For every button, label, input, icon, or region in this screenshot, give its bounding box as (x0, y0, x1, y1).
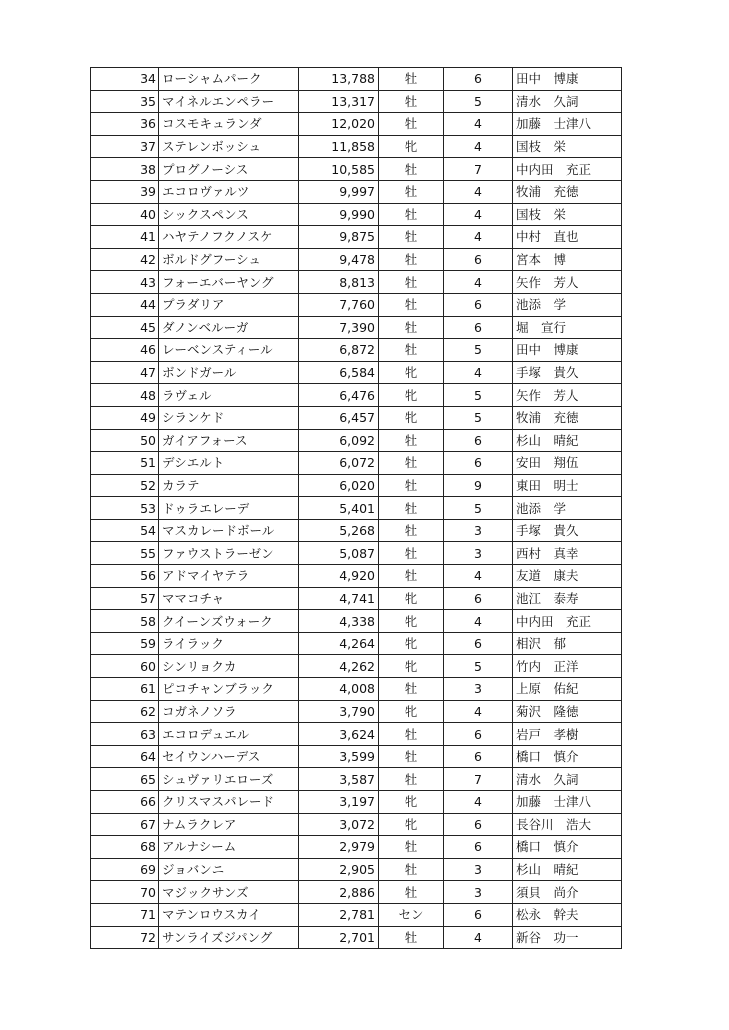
sex-cell: 牡 (379, 203, 444, 226)
earnings-cell: 6,872 (299, 339, 379, 362)
trainer-cell: 手塚 貴久 (513, 361, 622, 384)
sex-cell: 牡 (379, 497, 444, 520)
table-row (91, 836, 622, 859)
earnings-cell: 4,338 (299, 610, 379, 633)
earnings-cell: 4,008 (299, 678, 379, 701)
sex-cell: 牡 (379, 474, 444, 497)
rank-cell: 65 (91, 768, 159, 791)
rank-cell: 64 (91, 745, 159, 768)
table-row (91, 90, 622, 113)
trainer-cell: 東田 明士 (513, 474, 622, 497)
horse-name-cell: セイウンハーデス (159, 745, 299, 768)
rank-cell: 57 (91, 587, 159, 610)
trainer-cell: 友道 康夫 (513, 565, 622, 588)
sex-cell: 牝 (379, 655, 444, 678)
earnings-cell: 5,268 (299, 519, 379, 542)
earnings-cell: 3,624 (299, 723, 379, 746)
earnings-cell: 9,997 (299, 180, 379, 203)
sex-cell: 牡 (379, 745, 444, 768)
table-row (91, 293, 622, 316)
rank-cell: 41 (91, 226, 159, 249)
age-cell: 6 (444, 813, 513, 836)
rank-cell: 42 (91, 248, 159, 271)
rank-cell: 58 (91, 610, 159, 633)
rank-cell: 63 (91, 723, 159, 746)
age-cell: 3 (444, 519, 513, 542)
age-cell: 7 (444, 158, 513, 181)
rank-cell: 43 (91, 271, 159, 294)
trainer-cell: 橋口 慎介 (513, 836, 622, 859)
sex-cell: 牡 (379, 316, 444, 339)
age-cell: 4 (444, 203, 513, 226)
rank-cell: 48 (91, 384, 159, 407)
table-row (91, 203, 622, 226)
rank-cell: 59 (91, 632, 159, 655)
rank-cell: 51 (91, 452, 159, 475)
table-row (91, 881, 622, 904)
age-cell: 6 (444, 68, 513, 91)
sex-cell: 牝 (379, 587, 444, 610)
trainer-cell: 杉山 晴紀 (513, 429, 622, 452)
horse-name-cell: ファウストラーゼン (159, 542, 299, 565)
horse-name-cell: ラヴェル (159, 384, 299, 407)
age-cell: 4 (444, 361, 513, 384)
earnings-cell: 10,585 (299, 158, 379, 181)
trainer-cell: 加藤 士津八 (513, 791, 622, 814)
earnings-cell: 11,858 (299, 135, 379, 158)
horse-name-cell: マスカレードボール (159, 519, 299, 542)
table-row (91, 497, 622, 520)
earnings-cell: 2,701 (299, 926, 379, 949)
rank-cell: 52 (91, 474, 159, 497)
earnings-cell: 3,790 (299, 700, 379, 723)
trainer-cell: 田中 博康 (513, 339, 622, 362)
earnings-cell: 3,599 (299, 745, 379, 768)
horse-name-cell: アドマイヤテラ (159, 565, 299, 588)
age-cell: 3 (444, 542, 513, 565)
table-row (91, 858, 622, 881)
horse-name-cell: マジックサンズ (159, 881, 299, 904)
horse-name-cell: デシエルト (159, 452, 299, 475)
rank-cell: 66 (91, 791, 159, 814)
horse-name-cell: クリスマスパレード (159, 791, 299, 814)
rank-cell: 38 (91, 158, 159, 181)
trainer-cell: 相沢 郁 (513, 632, 622, 655)
horse-name-cell: ハヤテノフクノスケ (159, 226, 299, 249)
trainer-cell: 池添 学 (513, 497, 622, 520)
age-cell: 5 (444, 90, 513, 113)
trainer-cell: 池添 学 (513, 293, 622, 316)
rank-cell: 49 (91, 406, 159, 429)
age-cell: 6 (444, 452, 513, 475)
horse-name-cell: ボンドガール (159, 361, 299, 384)
rank-cell: 70 (91, 881, 159, 904)
trainer-cell: 須貝 尚介 (513, 881, 622, 904)
rank-cell: 60 (91, 655, 159, 678)
horse-name-cell: コスモキュランダ (159, 113, 299, 136)
age-cell: 6 (444, 293, 513, 316)
table-row (91, 271, 622, 294)
age-cell: 4 (444, 791, 513, 814)
trainer-cell: 菊沢 隆徳 (513, 700, 622, 723)
earnings-cell: 8,813 (299, 271, 379, 294)
earnings-cell: 2,781 (299, 903, 379, 926)
earnings-cell: 3,072 (299, 813, 379, 836)
horse-name-cell: ジョバンニ (159, 858, 299, 881)
table-row (91, 745, 622, 768)
sex-cell: 牡 (379, 678, 444, 701)
age-cell: 6 (444, 316, 513, 339)
rank-cell: 53 (91, 497, 159, 520)
rank-cell: 46 (91, 339, 159, 362)
horse-name-cell: プログノーシス (159, 158, 299, 181)
age-cell: 4 (444, 113, 513, 136)
table-row (91, 158, 622, 181)
rank-cell: 36 (91, 113, 159, 136)
sex-cell: 牡 (379, 248, 444, 271)
rank-cell: 37 (91, 135, 159, 158)
table-row (91, 226, 622, 249)
age-cell: 4 (444, 610, 513, 633)
table-row (91, 768, 622, 791)
age-cell: 5 (444, 406, 513, 429)
trainer-cell: 上原 佑紀 (513, 678, 622, 701)
sex-cell: 牡 (379, 768, 444, 791)
trainer-cell: 堀 宣行 (513, 316, 622, 339)
rank-cell: 56 (91, 565, 159, 588)
sex-cell: 牝 (379, 135, 444, 158)
earnings-cell: 6,092 (299, 429, 379, 452)
sex-cell: 牝 (379, 791, 444, 814)
trainer-cell: 岩戸 孝樹 (513, 723, 622, 746)
trainer-cell: 牧浦 充徳 (513, 406, 622, 429)
rank-cell: 68 (91, 836, 159, 859)
sex-cell: 牡 (379, 519, 444, 542)
table-row (91, 361, 622, 384)
table-row (91, 339, 622, 362)
sex-cell: 牡 (379, 113, 444, 136)
trainer-cell: 杉山 晴紀 (513, 858, 622, 881)
rank-cell: 55 (91, 542, 159, 565)
earnings-cell: 7,760 (299, 293, 379, 316)
sex-cell: 牡 (379, 158, 444, 181)
trainer-cell: 池江 泰寿 (513, 587, 622, 610)
sex-cell: 牡 (379, 293, 444, 316)
horse-name-cell: ボルドグフーシュ (159, 248, 299, 271)
sex-cell: 牡 (379, 565, 444, 588)
horse-name-cell: エコロヴァルツ (159, 180, 299, 203)
earnings-cell: 2,979 (299, 836, 379, 859)
trainer-cell: 田中 博康 (513, 68, 622, 91)
rank-cell: 71 (91, 903, 159, 926)
trainer-cell: 宮本 博 (513, 248, 622, 271)
trainer-cell: 中内田 充正 (513, 158, 622, 181)
trainer-cell: 加藤 士津八 (513, 113, 622, 136)
sex-cell: 牡 (379, 836, 444, 859)
age-cell: 3 (444, 678, 513, 701)
earnings-cell: 6,020 (299, 474, 379, 497)
table-row (91, 406, 622, 429)
earnings-cell: 12,020 (299, 113, 379, 136)
sex-cell: 牡 (379, 180, 444, 203)
earnings-cell: 5,401 (299, 497, 379, 520)
table-row (91, 68, 622, 91)
age-cell: 4 (444, 135, 513, 158)
table-row (91, 700, 622, 723)
age-cell: 3 (444, 858, 513, 881)
age-cell: 6 (444, 429, 513, 452)
trainer-cell: 西村 真幸 (513, 542, 622, 565)
earnings-cell: 4,920 (299, 565, 379, 588)
earnings-cell: 4,264 (299, 632, 379, 655)
sex-cell: 牡 (379, 226, 444, 249)
table-row (91, 587, 622, 610)
trainer-cell: 新谷 功一 (513, 926, 622, 949)
horse-name-cell: フォーエバーヤング (159, 271, 299, 294)
trainer-cell: 中内田 充正 (513, 610, 622, 633)
rank-cell: 47 (91, 361, 159, 384)
sex-cell: 牝 (379, 361, 444, 384)
rank-cell: 44 (91, 293, 159, 316)
trainer-cell: 竹内 正洋 (513, 655, 622, 678)
trainer-cell: 矢作 芳人 (513, 271, 622, 294)
earnings-cell: 6,072 (299, 452, 379, 475)
sex-cell: 牡 (379, 271, 444, 294)
table-row (91, 135, 622, 158)
trainer-cell: 松永 幹夫 (513, 903, 622, 926)
age-cell: 6 (444, 632, 513, 655)
sex-cell: 牡 (379, 429, 444, 452)
sex-cell: 牝 (379, 700, 444, 723)
rank-cell: 67 (91, 813, 159, 836)
earnings-cell: 9,478 (299, 248, 379, 271)
table-row (91, 384, 622, 407)
rank-cell: 45 (91, 316, 159, 339)
age-cell: 6 (444, 745, 513, 768)
rank-cell: 54 (91, 519, 159, 542)
earnings-cell: 13,317 (299, 90, 379, 113)
age-cell: 4 (444, 926, 513, 949)
horse-name-cell: ドゥラエレーデ (159, 497, 299, 520)
trainer-cell: 手塚 貴久 (513, 519, 622, 542)
age-cell: 4 (444, 271, 513, 294)
sex-cell: セン (379, 903, 444, 926)
horse-name-cell: サンライズジパング (159, 926, 299, 949)
trainer-cell: 牧浦 充徳 (513, 180, 622, 203)
table-row (91, 723, 622, 746)
age-cell: 5 (444, 497, 513, 520)
table-row (91, 813, 622, 836)
earnings-cell: 5,087 (299, 542, 379, 565)
horse-name-cell: ピコチャンブラック (159, 678, 299, 701)
table-row (91, 542, 622, 565)
age-cell: 4 (444, 180, 513, 203)
earnings-cell: 9,875 (299, 226, 379, 249)
horse-name-cell: シュヴァリエローズ (159, 768, 299, 791)
table-row (91, 180, 622, 203)
table-body (91, 68, 622, 949)
horse-name-cell: ライラック (159, 632, 299, 655)
earnings-cell: 9,990 (299, 203, 379, 226)
age-cell: 6 (444, 903, 513, 926)
sex-cell: 牝 (379, 632, 444, 655)
trainer-cell: 清水 久詞 (513, 768, 622, 791)
horse-name-cell: ローシャムパーク (159, 68, 299, 91)
sex-cell: 牡 (379, 723, 444, 746)
sex-cell: 牡 (379, 881, 444, 904)
table-row (91, 903, 622, 926)
age-cell: 4 (444, 226, 513, 249)
sex-cell: 牝 (379, 813, 444, 836)
sex-cell: 牡 (379, 452, 444, 475)
sex-cell: 牡 (379, 339, 444, 362)
rank-cell: 72 (91, 926, 159, 949)
earnings-cell: 6,457 (299, 406, 379, 429)
horse-name-cell: カラテ (159, 474, 299, 497)
rank-cell: 50 (91, 429, 159, 452)
horse-name-cell: コガネノソラ (159, 700, 299, 723)
table-row (91, 632, 622, 655)
rank-cell: 35 (91, 90, 159, 113)
sex-cell: 牡 (379, 926, 444, 949)
age-cell: 6 (444, 248, 513, 271)
table-row (91, 474, 622, 497)
rank-cell: 34 (91, 68, 159, 91)
earnings-cell: 6,584 (299, 361, 379, 384)
sex-cell: 牡 (379, 68, 444, 91)
horse-name-cell: マテンロウスカイ (159, 903, 299, 926)
sex-cell: 牡 (379, 90, 444, 113)
age-cell: 5 (444, 655, 513, 678)
earnings-cell: 7,390 (299, 316, 379, 339)
age-cell: 5 (444, 384, 513, 407)
table-row (91, 610, 622, 633)
horse-name-cell: アルナシーム (159, 836, 299, 859)
age-cell: 6 (444, 836, 513, 859)
age-cell: 3 (444, 881, 513, 904)
trainer-cell: 国枝 栄 (513, 135, 622, 158)
age-cell: 4 (444, 565, 513, 588)
table-row (91, 519, 622, 542)
table-row (91, 113, 622, 136)
table-row (91, 678, 622, 701)
rank-cell: 62 (91, 700, 159, 723)
age-cell: 6 (444, 587, 513, 610)
sex-cell: 牡 (379, 542, 444, 565)
earnings-cell: 3,197 (299, 791, 379, 814)
earnings-cell: 3,587 (299, 768, 379, 791)
earnings-cell: 2,886 (299, 881, 379, 904)
age-cell: 4 (444, 700, 513, 723)
trainer-cell: 矢作 芳人 (513, 384, 622, 407)
horse-name-cell: ママコチャ (159, 587, 299, 610)
table-row (91, 655, 622, 678)
table-row (91, 926, 622, 949)
age-cell: 5 (444, 339, 513, 362)
horse-name-cell: プラダリア (159, 293, 299, 316)
table-row (91, 316, 622, 339)
earnings-cell: 4,741 (299, 587, 379, 610)
age-cell: 9 (444, 474, 513, 497)
earnings-cell: 2,905 (299, 858, 379, 881)
horse-name-cell: ガイアフォース (159, 429, 299, 452)
sex-cell: 牝 (379, 406, 444, 429)
sex-cell: 牝 (379, 610, 444, 633)
earnings-cell: 6,476 (299, 384, 379, 407)
earnings-cell: 13,788 (299, 68, 379, 91)
horse-name-cell: シックスペンス (159, 203, 299, 226)
rank-cell: 61 (91, 678, 159, 701)
table-row (91, 791, 622, 814)
table-row (91, 248, 622, 271)
trainer-cell: 安田 翔伍 (513, 452, 622, 475)
horse-earnings-table (90, 67, 622, 949)
horse-name-cell: ダノンベルーガ (159, 316, 299, 339)
sex-cell: 牝 (379, 384, 444, 407)
horse-name-cell: クイーンズウォーク (159, 610, 299, 633)
horse-name-cell: ナムラクレア (159, 813, 299, 836)
rank-cell: 40 (91, 203, 159, 226)
horse-name-cell: エコロデュエル (159, 723, 299, 746)
sex-cell: 牡 (379, 858, 444, 881)
rank-cell: 39 (91, 180, 159, 203)
trainer-cell: 長谷川 浩大 (513, 813, 622, 836)
horse-name-cell: レーベンスティール (159, 339, 299, 362)
table-row (91, 452, 622, 475)
horse-name-cell: シランケド (159, 406, 299, 429)
trainer-cell: 国枝 栄 (513, 203, 622, 226)
horse-name-cell: シンリョクカ (159, 655, 299, 678)
trainer-cell: 中村 直也 (513, 226, 622, 249)
table-row (91, 565, 622, 588)
age-cell: 7 (444, 768, 513, 791)
trainer-cell: 清水 久詞 (513, 90, 622, 113)
age-cell: 6 (444, 723, 513, 746)
earnings-cell: 4,262 (299, 655, 379, 678)
table-row (91, 429, 622, 452)
rank-cell: 69 (91, 858, 159, 881)
horse-name-cell: ステレンボッシュ (159, 135, 299, 158)
trainer-cell: 橋口 慎介 (513, 745, 622, 768)
horse-name-cell: マイネルエンペラー (159, 90, 299, 113)
